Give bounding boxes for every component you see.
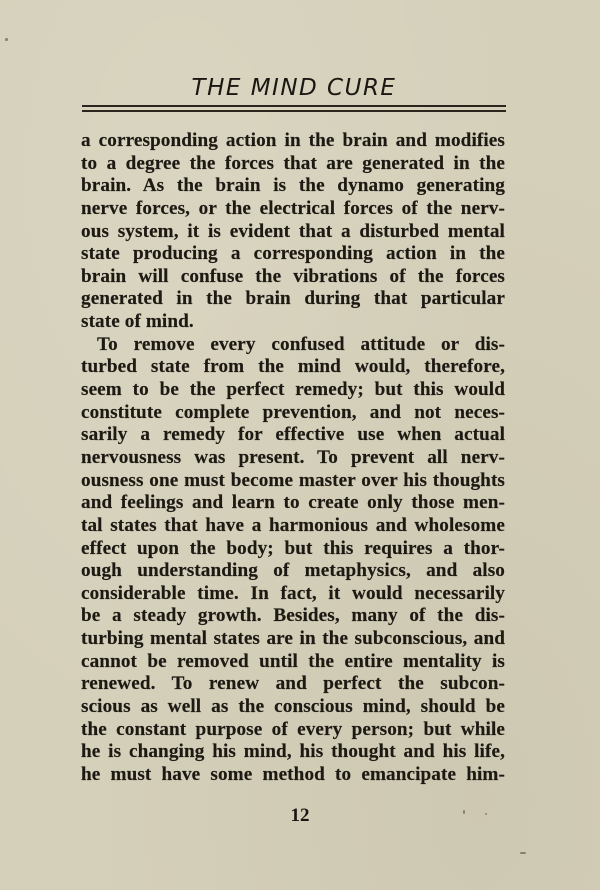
text-line: seem to be the perfect remedy; but this would [81, 379, 505, 401]
paper-speck [463, 810, 465, 814]
text-line: and feelings and learn to create only those men- [81, 492, 505, 514]
running-head: THE MIND CURE [191, 75, 397, 101]
text-line: ough understanding of metaphysics, and also [81, 560, 505, 582]
text-line: to a degree the forces that are generated in the [81, 152, 505, 174]
text-line: constitute complete prevention, and not neces- [81, 401, 505, 423]
header-rule-top [82, 105, 506, 107]
paper-speck [5, 38, 8, 41]
text-line: scious as well as the conscious mind, should be [81, 696, 505, 718]
text-line: he must have some method to emancipate him- [81, 763, 505, 785]
text-line: brain will confuse the vibrations of the forces [81, 265, 505, 287]
text-line: state producing a corresponding action in the [81, 243, 505, 265]
text-line: the constant purpose of every person; but while [81, 718, 505, 740]
text-line: renewed. To renew and perfect the subcon- [81, 673, 505, 695]
text-line: he is changing his mind, his thought and his life, [81, 741, 505, 763]
text-line: ousness one must become master over his thoughts [81, 469, 505, 491]
text-line: nervousness was present. To prevent all nerv- [81, 446, 505, 468]
page-number: 12 [290, 805, 310, 826]
text-line: sarily a remedy for effective use when actual [81, 424, 505, 446]
paper-speck [485, 813, 487, 815]
paper-speck [520, 852, 526, 854]
text-line: nerve forces, or the electrical forces of the nerv- [81, 197, 505, 219]
text-line: turbing mental states are in the subconscious, and [81, 628, 505, 650]
text-line: generated in the brain during that particular [81, 288, 505, 310]
text-line: turbed state from the mind would, therefore, [81, 356, 505, 378]
text-line: ous system, it is evident that a disturbed mental [81, 220, 505, 242]
text-line: state of mind. [81, 311, 194, 333]
text-line: tal states that have a harmonious and wholesome [81, 514, 505, 536]
text-line: brain. As the brain is the dynamo generating [81, 175, 505, 197]
text-line: effect upon the body; but this requires a thor- [81, 537, 505, 559]
text-line: a corresponding action in the brain and modifies [81, 130, 505, 151]
text-line: be a steady growth. Besides, many of the dis- [81, 605, 505, 627]
text-line: To remove every confused attitude or dis- [97, 333, 505, 355]
header-rule-bottom [82, 110, 506, 112]
body-text [81, 130, 505, 787]
text-line: considerable time. In fact, it would necessarily [81, 582, 505, 604]
text-line: cannot be removed until the entire mentality is [81, 650, 505, 672]
